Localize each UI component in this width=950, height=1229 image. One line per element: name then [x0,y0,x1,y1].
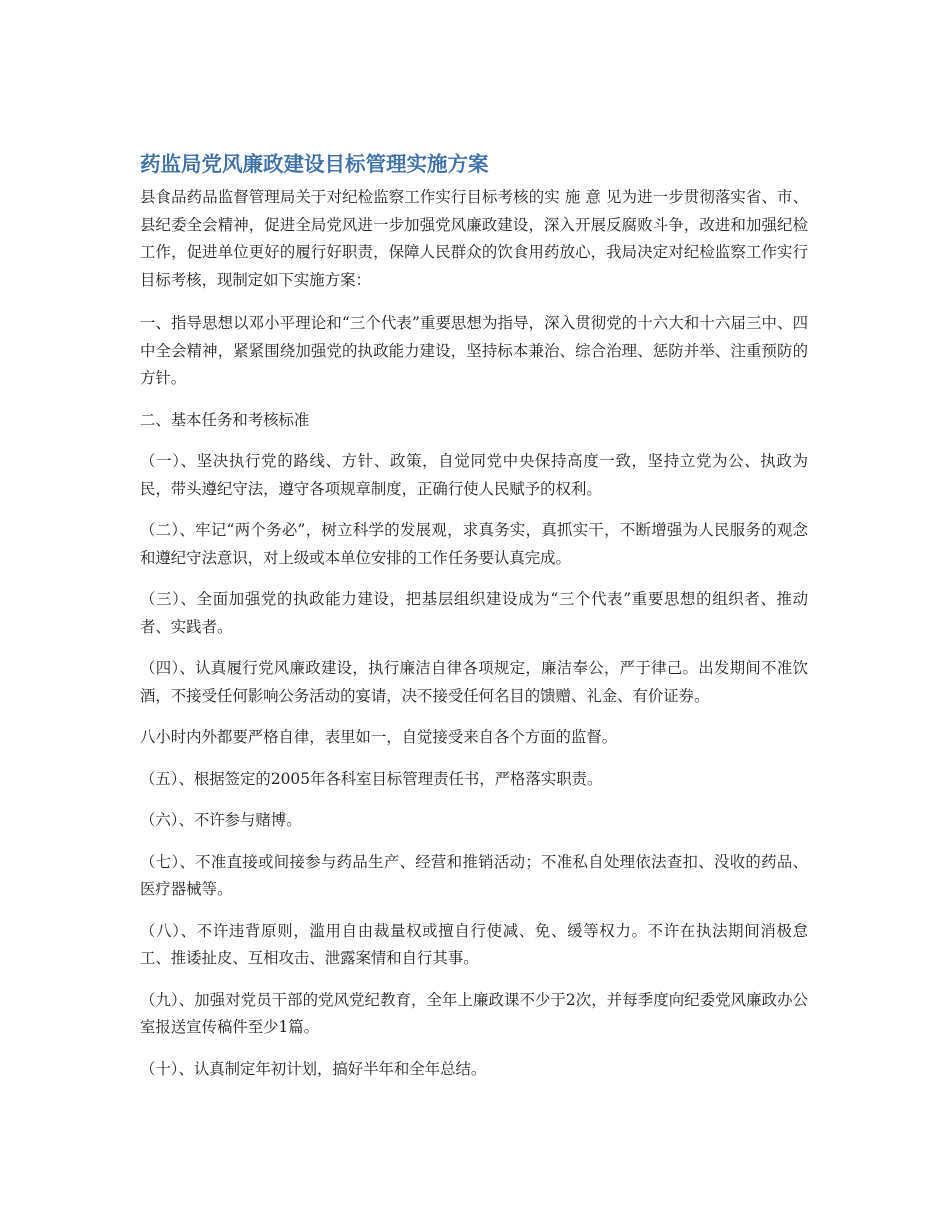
paragraph-item-4-continued: 八小时内外都要严格自律，表里如一，自觉接受来自各个方面的监督。 [140,728,618,746]
document-title: 药监局党风廉政建设目标管理实施方案 [140,152,489,176]
paragraph-item-4: （四）、认真履行党风廉政建设，执行廉洁自律各项规定，廉洁奉公，严于律己。出发期间不准饮酒，不接受任何影响公务活动的宴请，决不接受任何名目的馈赠、礼金、有价证券。 [140,659,808,705]
paragraph-item-7: （七）、不准直接或间接参与药品生产、经营和推销活动；不准私自处理依法查扣、没收的药品、医疗器械等。 [140,852,808,898]
paragraph-item-8: （八）、不许违背原则，滥用自由裁量权或擅自行使减、免、缓等权力。不许在执法期间消极怠工、推诿扯皮、互相攻击、泄露案情和自行其事。 [140,921,808,967]
document-page [140,150,808,1097]
paragraph-item-1: （一）、坚决执行党的路线、方针、政策，自觉同党中央保持高度一致，坚持立党为公、执政为民，带头遵纪守法，遵守各项规章制度，正确行使人民赋予的权利。 [140,452,808,498]
paragraph-item-3: （三）、全面加强党的执政能力建设，把基层组织建设成为“三个代表”重要思想的组织者、推动者、实践者。 [140,590,808,636]
paragraph-section-heading: 二、基本任务和考核标准 [140,410,310,429]
paragraph-guiding-ideology: 一、指导思想以邓小平理论和“三个代表”重要思想为指导，深入贯彻党的十六大和十六届三中、四中全会精神，紧紧围绕加强党的执政能力建设，坚持标本兼治、综合治理、惩防并举、注重预防的方针。 [140,314,808,387]
paragraph-item-10: （十）、认真制定年初计划，搞好半年和全年总结。 [140,1059,487,1078]
paragraph-item-6: （六）、不许参与赌博。 [140,811,302,829]
paragraph-item-2: （二）、牢记“两个务必”，树立科学的发展观，求真务实，真抓实干，不断增强为人民服务的观念和遵纪守法意识，对上级或本单位安排的工作任务要认真完成。 [140,521,808,567]
paragraph-intro: 县食品药品监督管理局关于对纪检监察工作实行目标考核的实 施 意 见为进一步贯彻落实省、市、县纪委全会精神，促进全局党风进一步加强党风廉政建设，深入开展反腐败斗争，改进和加强纪检工作，促进单位更好的履行好职责，保障人民群众的饮食用药放心，我局决定对纪检监察工作实行目标考核，现制定如下实施方案： [140,188,808,289]
paragraph-item-5: （五）、根据签定的2005年各科室目标管理责任书，严格落实职责。 [140,769,603,788]
paragraph-item-9: （九）、加强对党员干部的党风党纪教育，全年上廉政课不少于2次，并每季度向纪委党风廉政办公室报送宣传稿件至少1篇。 [140,990,808,1036]
